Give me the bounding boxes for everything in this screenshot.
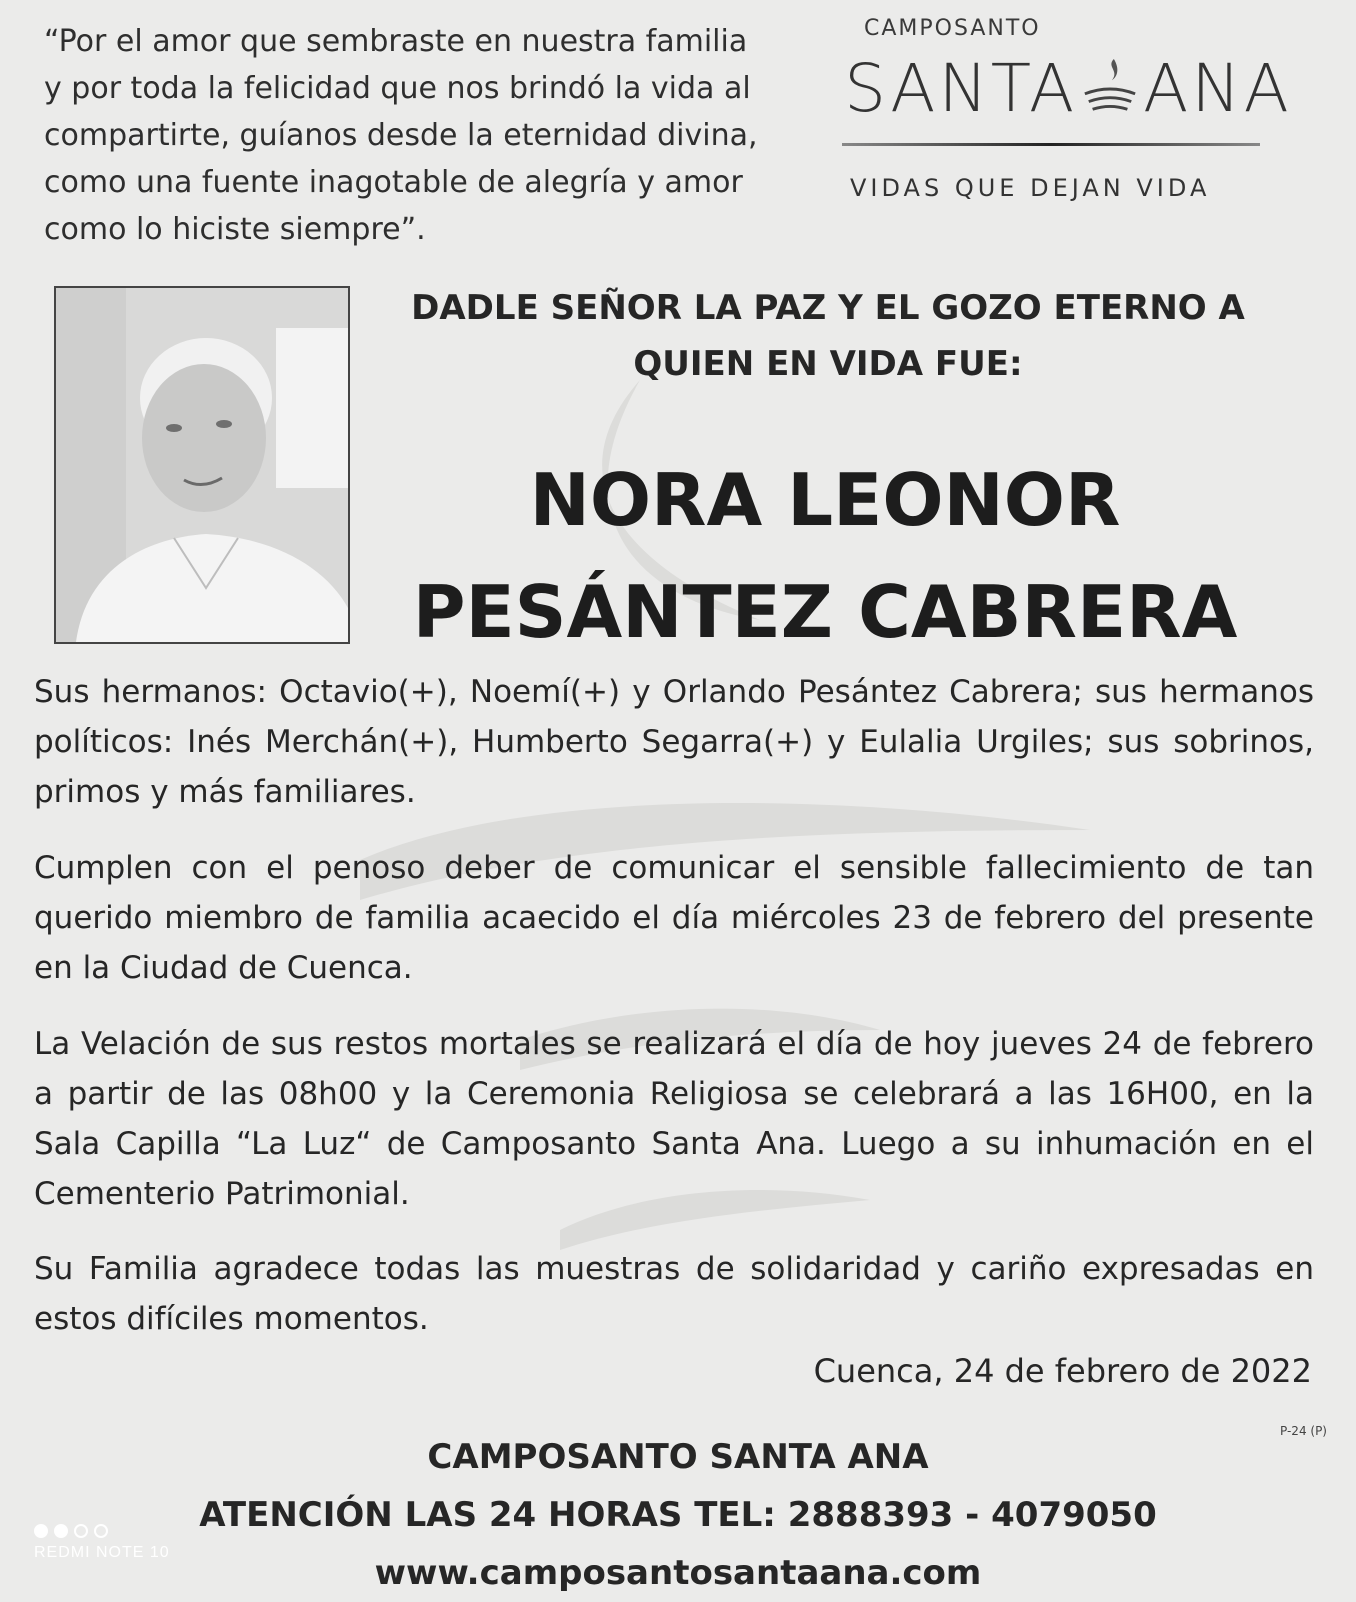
quote-line: como lo hiciste siempre”. [44, 212, 426, 247]
thanks-paragraph: Su Familia agradece todas las muestras de solidaridad y cariño expresadas en estos difíciles momentos. [34, 1251, 1314, 1337]
intro-line: DADLE SEÑOR LA PAZ Y EL GOZO ETERNO A [411, 288, 1245, 328]
quote-line: compartirte, guíanos desde la eternidad divina, [44, 118, 758, 153]
family-paragraph: Sus hermanos: Octavio(+), Noemí(+) y Orlando Pesántez Cabrera; sus hermanos políticos: Inés Merchán(+), Humberto Segarra(+) y Eulalia Urgiles; sus sobrinos, primos y más familiares. [34, 674, 1314, 810]
intro-heading [380, 280, 1276, 392]
deceased-surnames: PESÁNTEZ CABRERA [412, 570, 1238, 654]
logo-wordmark [838, 50, 1298, 127]
ad-code: P-24 (P) [1280, 1424, 1327, 1438]
logo-ana: ANA [1143, 50, 1292, 127]
camera-dots-icon [34, 1524, 170, 1538]
logo-santa: SANTA [844, 50, 1078, 127]
footer-company: CAMPOSANTO SANTA ANA [427, 1437, 929, 1477]
quote-line: y por toda la felicidad que nos brindó la vida al [44, 71, 751, 106]
footer-contact [0, 1428, 1356, 1602]
intro-line: QUIEN EN VIDA FUE: [633, 344, 1023, 384]
logo-tagline: VIDAS QUE DEJAN VIDA [850, 174, 1211, 202]
logo-divider [842, 143, 1260, 146]
camera-model-label: REDMI NOTE 10 [34, 1544, 170, 1561]
portrait-photo [54, 286, 350, 644]
footer-phone: ATENCIÓN LAS 24 HORAS TEL: 2888393 - 4079050 [199, 1495, 1157, 1535]
quote-line: como una fuente inagotable de alegría y amor [44, 165, 743, 200]
logo-camposanto-text: CAMPOSANTO [864, 16, 1041, 41]
deceased-first-names: NORA LEONOR [529, 458, 1121, 542]
notice-date: Cuenca, 24 de febrero de 2022 [813, 1352, 1312, 1390]
portrait-illustration [56, 288, 348, 642]
flame-icon [1081, 54, 1139, 124]
quote-line: “Por el amor que sembraste en nuestra familia [44, 24, 748, 59]
camposanto-logo [838, 10, 1298, 210]
announcement-paragraph: Cumplen con el penoso deber de comunicar el sensible fallecimiento de tan querido miembro de familia acaecido el día miércoles 23 de febrero del presente en la Ciudad de Cuenca. [34, 850, 1314, 986]
ceremony-paragraph: La Velación de sus restos mortales se realizará el día de hoy jueves 24 de febrero a partir de las 08h00 y la Ceremonia Religiosa se celebrará a las 16H00, en la Sala Capilla “La Luz“ de Camposanto Santa Ana. Luego a su inhumación en el Cementerio Patrimonial. [34, 1026, 1314, 1212]
deceased-name [370, 444, 1280, 668]
epitaph-quote [44, 18, 784, 253]
footer-website[interactable]: www.camposantosantaana.com [374, 1553, 982, 1593]
camera-watermark [34, 1524, 170, 1562]
